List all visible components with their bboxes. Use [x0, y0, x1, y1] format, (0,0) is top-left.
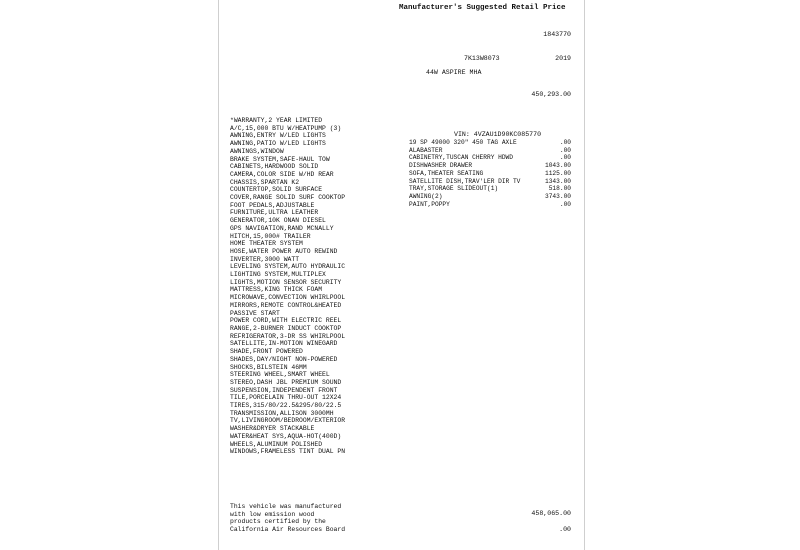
standard-feature-item: GENERATOR,10K ONAN DIESEL [230, 217, 326, 225]
option-name: SOFA,THEATER SEATING [409, 169, 484, 177]
standard-feature-item: PASSIVE START [230, 309, 280, 317]
standard-feature-item: SUSPENSION,INDEPENDENT FRONT [230, 386, 338, 394]
standard-feature-item: WINDOWS,FRAMELESS TINT DUAL PN [230, 448, 346, 456]
standard-feature-item: CAMERA,COLOR SIDE W/HD REAR [230, 170, 334, 178]
option-row [409, 162, 571, 170]
option-price: .00 [559, 154, 571, 162]
options-list [409, 139, 571, 208]
standard-feature-item: COVER,RANGE SOLID SURF COOKTOP [230, 194, 346, 202]
option-name: PAINT,POPPY [409, 200, 450, 208]
model-year: 2019 [555, 55, 571, 62]
standard-feature-item: RANGE,2-BURNER INDUCT COOKTOP [230, 324, 342, 332]
option-row [409, 170, 571, 178]
standard-feature-item: BRAKE SYSTEM,SAFE-HAUL TOW [230, 155, 330, 163]
option-price: 1343.00 [545, 177, 571, 185]
option-name: SATELLITE DISH,TRAV'LER DIR TV [409, 177, 521, 185]
standard-feature-item: WATER&HEAT SYS,AQUA-HOT(400D) [230, 432, 342, 440]
sticker-title: Manufacturer's Suggested Retail Price [399, 4, 566, 12]
option-price: 518.00 [548, 185, 571, 193]
standard-feature-item: LIGHTING SYSTEM,MULTIPLEX [230, 271, 326, 279]
emission-note-line: This vehicle was manufactured [230, 503, 342, 510]
option-row [409, 201, 571, 209]
option-price: 1043.00 [545, 162, 571, 170]
option-price: 3743.00 [545, 192, 571, 200]
emission-note-line: products certified by the [230, 518, 326, 525]
emission-note-line: with low emission wood [230, 510, 315, 518]
option-price: .00 [559, 139, 571, 146]
standard-feature-item: FOOT PEDALS,ADJUSTABLE [230, 201, 315, 209]
standard-feature-item: REFRIGERATOR,3-DR SS WHIRLPOOL [230, 332, 346, 340]
option-name: AWNING(2) [409, 192, 443, 200]
total-price: 458,065.00 [531, 510, 571, 517]
option-price: .00 [559, 146, 571, 154]
standard-feature-item: A/C,15,000 BTU W/HEATPUMP (3) [230, 124, 342, 132]
standard-feature-item: WHEELS,ALUMINUM POLISHED [230, 440, 323, 448]
footer-zero-value: .00 [559, 526, 571, 533]
standard-feature-item: SHADES,DAY/NIGHT NON-POWERED [230, 355, 338, 363]
option-name: DISHWASHER DRAWER [409, 162, 473, 170]
option-row [409, 178, 571, 186]
option-price: 1125.00 [545, 169, 571, 177]
standard-feature-item: INVERTER,3000 WATT [230, 255, 300, 263]
standard-feature-item: COUNTERTOP,SOLID SURFACE [230, 186, 323, 194]
standard-feature-item: MIRRORS,REMOTE CONTROL&HEATED [230, 301, 342, 309]
standard-feature-item: FURNITURE,ULTRA LEATHER [230, 209, 319, 217]
vin-number: VIN: 4VZAU1D90KC085770 [454, 131, 542, 138]
standard-feature-item: STEREO,DASH JBL PREMIUM SOUND [230, 378, 342, 386]
standard-feature-item: TV,LIVINGROOM/BEDROOM/EXTERIOR [230, 417, 346, 425]
standard-feature-item: CHASSIS,SPARTAN K2 [230, 178, 300, 186]
standard-feature-item: SHOCKS,BILSTEIN 46MM [230, 363, 307, 371]
standard-feature-item: AWNING,ENTRY W/LED LIGHTS [230, 132, 326, 140]
standard-feature-item: HOME THEATER SYSTEM [230, 240, 303, 248]
option-name: CABINETRY,TUSCAN CHERRY HDWD [409, 154, 513, 162]
standard-feature-item: POWER CORD,WITH ELECTRIC REEL [230, 317, 342, 325]
standard-feature-item: WASHER&DRYER STACKABLE [230, 425, 315, 433]
option-name: ALABASTER [409, 146, 443, 154]
standard-features-list [230, 117, 345, 456]
option-name: 19 SP 49000 320" 450 TAG AXLE [409, 139, 517, 146]
model-code: 7K13W8073 [464, 55, 500, 62]
price-sticker-sheet [218, 0, 585, 550]
emission-note-line: California Air Resources Board [230, 525, 346, 533]
standard-feature-item: CABINETS,HARDWOOD SOLID [230, 163, 319, 171]
option-row [409, 154, 571, 162]
standard-feature-item: HOSE,WATER POWER AUTO REWIND [230, 247, 338, 255]
standard-feature-item: SATELLITE,IN-MOTION WINEGARD [230, 340, 338, 348]
standard-feature-item: TRANSMISSION,ALLISON 3000MH [230, 409, 334, 417]
emission-note [230, 503, 345, 533]
standard-feature-item: AWNINGS,WINDOW [230, 147, 284, 155]
standard-feature-item: HITCH,15,000# TRAILER [230, 232, 311, 240]
option-row [409, 147, 571, 155]
base-price: 450,293.00 [531, 91, 571, 98]
option-row [409, 193, 571, 201]
sticker-code: 1843770 [543, 31, 571, 38]
standard-feature-item: TIRES,315/80/22.5&295/80/22.5 [230, 402, 342, 410]
standard-feature-item: LEVELING SYSTEM,AUTO HYDRAULIC [230, 263, 346, 271]
option-row [409, 139, 571, 147]
option-name: TRAY,STORAGE SLIDEOUT(1) [409, 185, 499, 193]
model-name: 44W ASPIRE MHA [426, 69, 482, 76]
standard-feature-item: MICROWAVE,CONVECTION WHIRLPOOL [230, 294, 346, 302]
standard-feature-item: LIGHTS,MOTION SENSOR SECURITY [230, 278, 342, 286]
standard-feature-item: MATTRESS,KING THICK FOAM [230, 286, 323, 294]
standard-feature-item: SHADE,FRONT POWERED [230, 348, 303, 356]
standard-feature-item: STEERING WHEEL,SMART WHEEL [230, 371, 330, 379]
standard-feature-item: GPS NAVIGATION,RAND MCNALLY [230, 224, 334, 232]
option-price: .00 [559, 200, 571, 208]
option-row [409, 185, 571, 193]
standard-feature-item: AWNING,PATIO W/LED LIGHTS [230, 140, 326, 148]
standard-feature-item: TILE,PORCELAIN THRU-OUT 12X24 [230, 394, 342, 402]
standard-feature-item: *WARRANTY,2 YEAR LIMITED [230, 117, 323, 124]
